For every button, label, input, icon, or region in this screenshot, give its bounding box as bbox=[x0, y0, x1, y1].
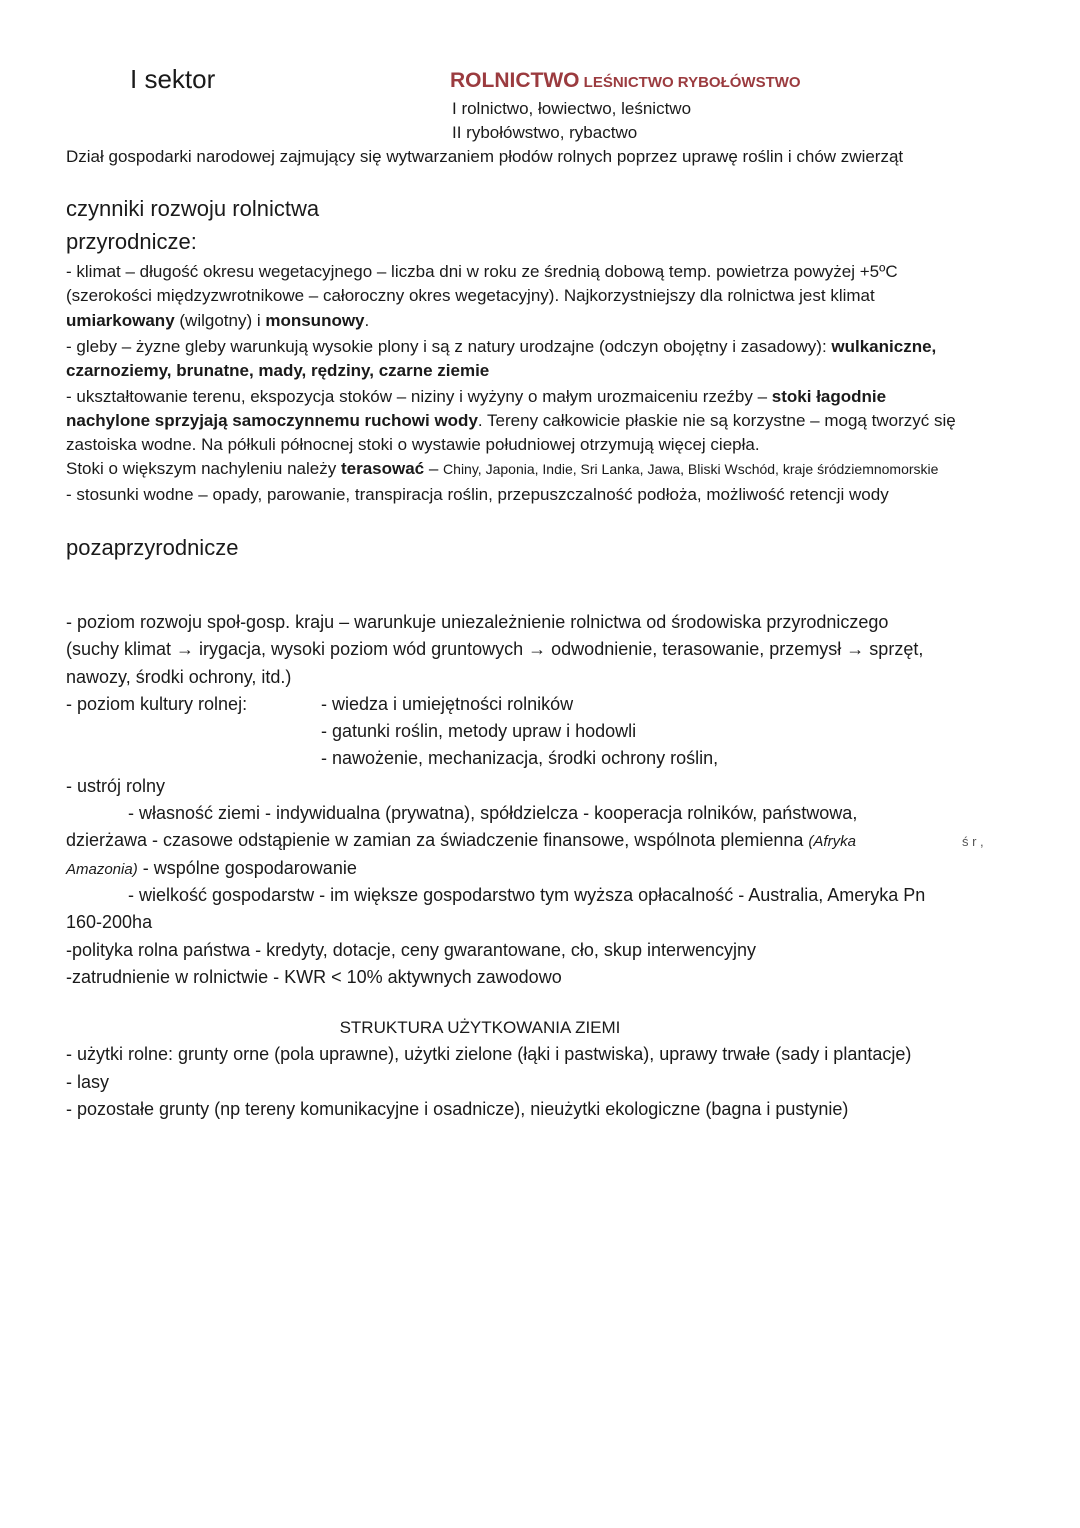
klimat-line-1: - klimat – długość okresu wegetacyjnego – liczba dni w roku ze średnią dobową temp. powietrza powyżej +5ºC bbox=[66, 262, 898, 281]
teren-line-3: zastoiska wodne. Na półkuli północnej stoki o wystawie południowej otrzymują więcej ciepła. bbox=[66, 435, 760, 454]
teren-text-2: . Tereny całkowicie płaskie nie są korzystne – mogą tworzyć się bbox=[477, 411, 956, 430]
heading-natural: przyrodnicze: bbox=[66, 229, 197, 254]
klimat-umiarkowany: umiarkowany bbox=[66, 311, 175, 330]
klimat-wilgotny: (wilgotny) i bbox=[174, 311, 266, 330]
teren-stoki: Stoki o większym nachyleniu należy bbox=[66, 459, 341, 478]
wlasnosc-line-2 bbox=[66, 830, 856, 851]
page-title bbox=[450, 69, 801, 93]
teren-line-1 bbox=[66, 387, 886, 407]
wlasnosc-wspolne: - wspólne gospodarowanie bbox=[137, 858, 357, 878]
teren-dash: – bbox=[424, 459, 444, 478]
kultura-label: - poziom kultury rolnej: bbox=[66, 694, 248, 714]
teren-countries: Chiny, Japonia, Indie, Sri Lanka, Jawa, Bliski Wschód, kraje śródziemnomorskie bbox=[443, 461, 939, 477]
klimat-dot: . bbox=[364, 311, 370, 330]
kultura-item-1: - wiedza i umiejętności rolników bbox=[321, 694, 574, 714]
definition: Dział gospodarki narodowej zajmujący się wytwarzaniem płodów rolnych poprzez uprawę roślin i chów zwierząt bbox=[66, 147, 904, 166]
title-main: ROLNICTWO bbox=[450, 69, 580, 92]
poziom-line-2: (suchy klimat → irygacja, wysoki poziom wód gruntowych → odwodnienie, terasowanie, przemysł → sprzęt, bbox=[66, 639, 924, 659]
heading-factors: czynniki rozwoju rolnictwa bbox=[66, 196, 320, 221]
wlasnosc-text: dzierżawa - czasowe odstąpienie w zamian za świadczenie finansowe, wspólnota plemienna bbox=[66, 830, 809, 850]
title-rest: LEŚNICTWO RYBOŁÓWSTWO bbox=[579, 74, 801, 91]
land-use-line-1: - użytki rolne: grunty orne (pola uprawne), użytki zielone (łąki i pastwiska), uprawy trwałe (sady i plantacje) bbox=[66, 1044, 912, 1064]
heading-land-use: STRUKTURA UŻYTKOWANIA ZIEMI bbox=[339, 1018, 621, 1037]
heading-non-natural: pozaprzyrodnicze bbox=[66, 535, 239, 560]
wlasnosc-amazonia: Amazonia) bbox=[66, 861, 138, 878]
zatrudnienie-line: -zatrudnienie w rolnictwie - KWR < 10% aktywnych zawodowo bbox=[66, 967, 562, 987]
gleby-line-2 bbox=[66, 361, 489, 381]
subtitle-1: I rolnictwo, łowiectwo, leśnictwo bbox=[452, 99, 692, 118]
gleby-line-1 bbox=[66, 337, 936, 357]
land-use-line-3: - pozostałe grunty (np tereny komunikacyjne i osadnicze), nieużytki ekologiczne (bagna i pustynie) bbox=[66, 1099, 849, 1119]
teren-line-2 bbox=[66, 411, 956, 431]
teren-bold-2: nachylone sprzyjają samoczynnemu ruchowi wody bbox=[66, 411, 478, 430]
kultura-item-2: - gatunki roślin, metody upraw i hodowli bbox=[321, 721, 637, 741]
wlasnosc-afryka: (Afryka bbox=[808, 833, 856, 850]
sector-label: I sektor bbox=[130, 64, 216, 94]
gleby-text: - gleby – żyzne gleby warunkują wysokie plony i są z natury urodzajne (odczyn obojętny i zasadowy): bbox=[66, 337, 832, 356]
klimat-line-2: (szerokości międzyzwrotnikowe – całoroczny okres wegetacyjny). Najkorzystniejszy dla rolnictwa jest klimat bbox=[66, 286, 875, 305]
woda-line: - stosunki wodne – opady, parowanie, transpiracja roślin, przepuszczalność podłoża, możliwość retencji wody bbox=[66, 485, 889, 504]
teren-line-4 bbox=[66, 459, 938, 479]
ustroj-rolny: - ustrój rolny bbox=[66, 776, 166, 796]
wielkosc-line-2: 160-200ha bbox=[66, 912, 153, 932]
subtitle-2: II rybołówstwo, rybactwo bbox=[452, 123, 638, 142]
poziom-line-3: nawozy, środki ochrony, itd.) bbox=[66, 667, 292, 687]
klimat-line-3 bbox=[66, 311, 369, 331]
wlasnosc-line-1: - własność ziemi - indywidualna (prywatna), spółdzielcza - kooperacja rolników, państwowa, bbox=[128, 803, 858, 823]
klimat-monsunowy: monsunowy bbox=[265, 311, 365, 330]
teren-terasowac: terasować bbox=[340, 459, 425, 478]
teren-bold-1: stoki łagodnie bbox=[771, 387, 887, 406]
wlasnosc-line-3 bbox=[66, 858, 357, 879]
polityka-line: -polityka rolna państwa - kredyty, dotacje, ceny gwarantowane, cło, skup interwencyjny bbox=[66, 940, 757, 960]
wielkosc-line-1: - wielkość gospodarstw - im większe gospodarstwo tym wyższa opłacalność - Australia, Ameryka Pn bbox=[128, 885, 926, 905]
land-use-line-2: - lasy bbox=[66, 1072, 110, 1092]
gleby-bold: wulkaniczne, bbox=[831, 337, 937, 356]
poziom-line-1: - poziom rozwoju społ-gosp. kraju – warunkuje uniezależnienie rolnictwa od środowiska przyrodniczego bbox=[66, 612, 889, 632]
kultura-item-3: - nawożenie, mechanizacja, środki ochrony roślin, bbox=[321, 748, 719, 768]
teren-text: - ukształtowanie terenu, ekspozycja stoków – niziny i wyżyny o małym urozmaiceniu rzeźby – bbox=[66, 387, 772, 406]
wlasnosc-trailing: ś r , bbox=[962, 834, 984, 849]
gleby-types: czarnoziemy, brunatne, mady, rędziny, czarne ziemie bbox=[66, 361, 490, 380]
